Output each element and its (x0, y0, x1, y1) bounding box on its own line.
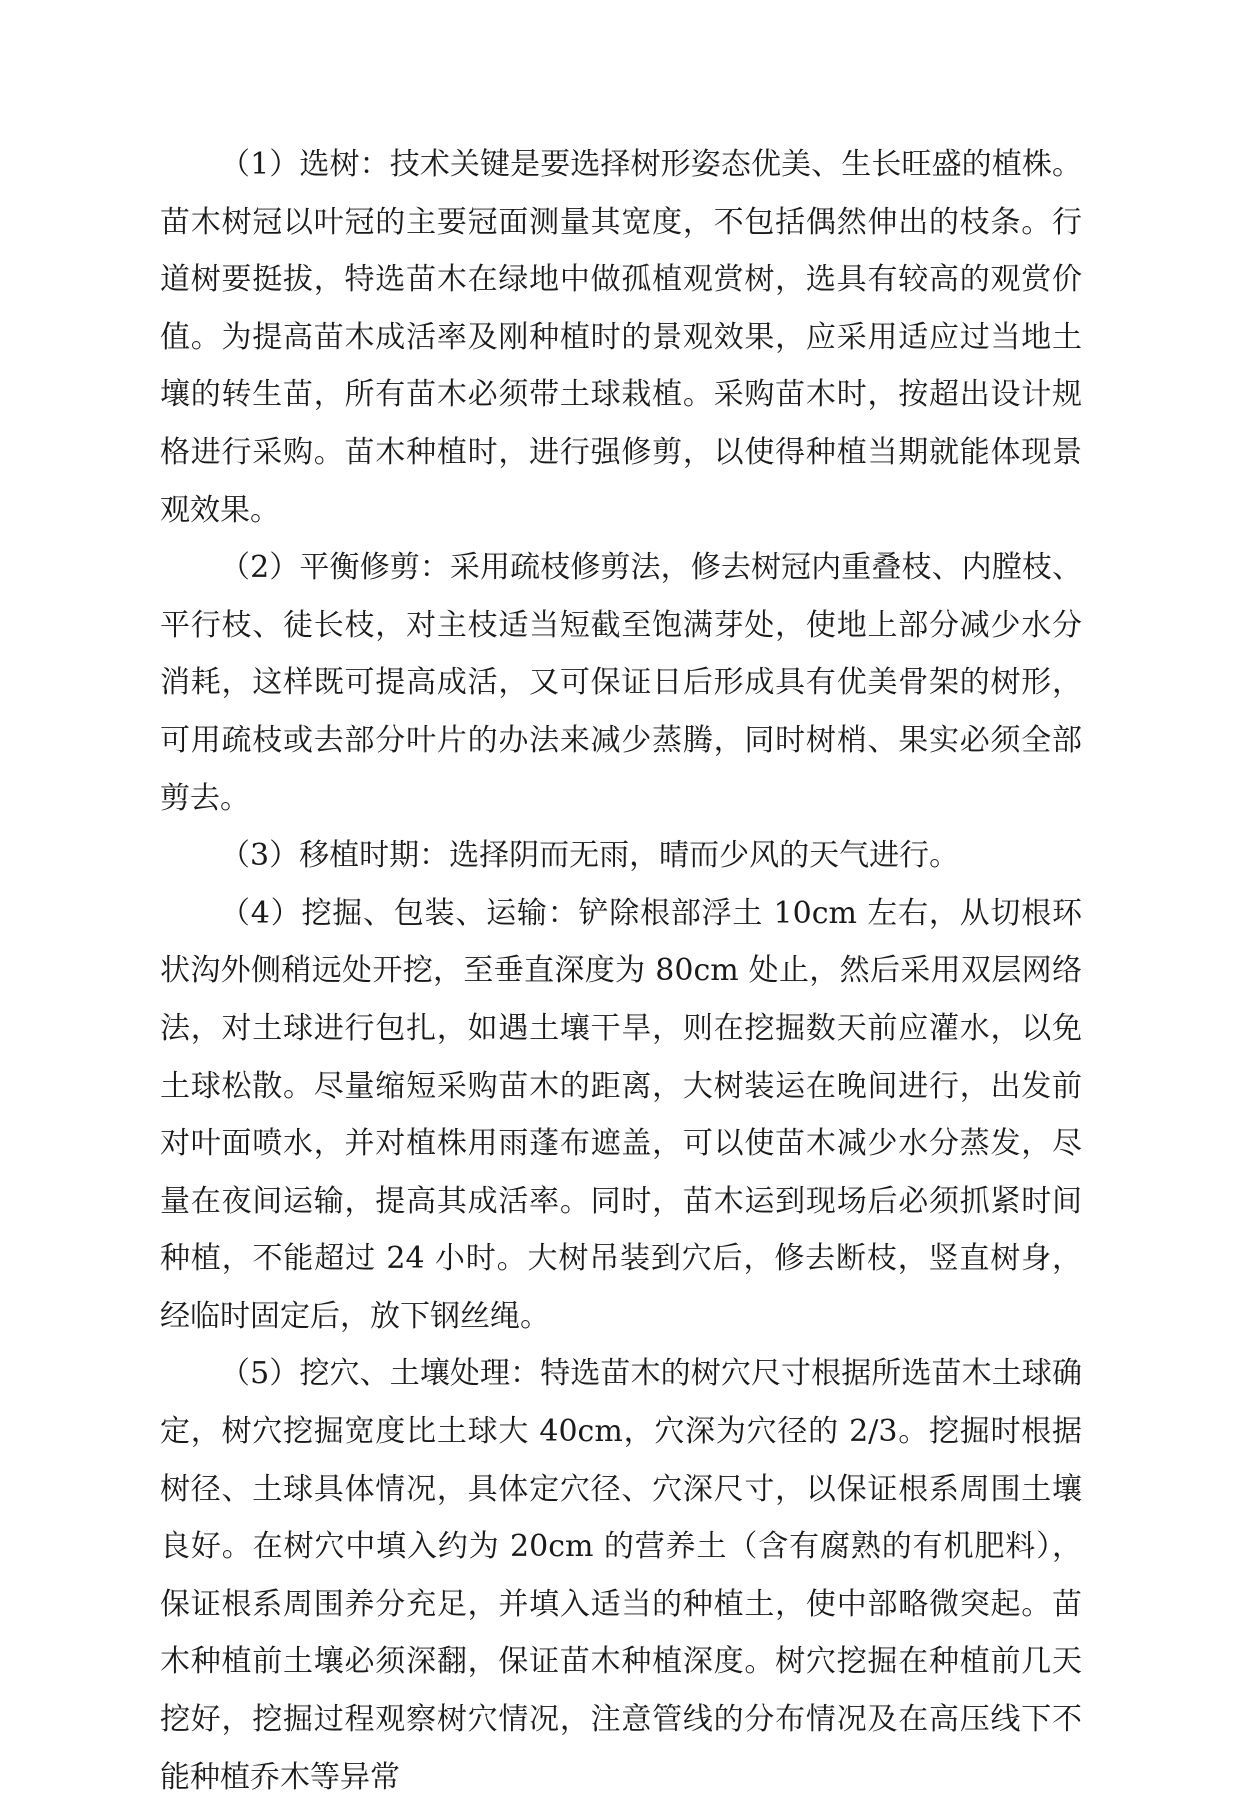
paragraph-pit-soil-treatment: （5）挖穴、土壤处理：特选苗木的树穴尺寸根据所选苗木土球确定，树穴挖掘宽度比土球大 40cm，穴深为穴径的 2/3。挖掘时根据树径、土球具体情况，具体定穴径、穴深尺寸，以保证根系周围土壤良好。在树穴中填入约为 20cm 的营养土（含有腐熟的有机肥料），保证根系周围养分充足，并填入适当的种植土，使中部略微突起。苗木种植前土壤必须深翻，保证苗木种植深度。树穴挖掘在种植前几天挖好，挖掘过程观察树穴情况，注意管线的分布情况及在高压线下不能种植乔木等异常 (160, 1356, 1082, 1795)
document-body (160, 136, 1082, 1806)
paragraph-balanced-pruning: （2）平衡修剪：采用疏枝修剪法，修去树冠内重叠枝、内膛枝、平行枝、徒长枝，对主枝适当短截至饱满芽处，使地上部分减少水分消耗，这样既可提高成活，又可保证日后形成具有优美骨架的树形，可用疏枝或去部分叶片的办法来减少蒸腾，同时树梢、果实必须全部剪去。 (160, 550, 1082, 816)
paragraph-tree-selection: （1）选树：技术关键是要选择树形姿态优美、生长旺盛的植株。苗木树冠以叶冠的主要冠面测量其宽度，不包括偶然伸出的枝条。行道树要挺拔，特选苗木在绿地中做孤植观赏树，选具有较高的观赏价值。为提高苗木成活率及刚种植时的景观效果，应采用适应过当地土壤的转生苗，所有苗木必须带土球栽植。采购苗木时，按超出设计规格进行采购。苗木种植时，进行强修剪，以使得种植当期就能体现景观效果。 (160, 147, 1082, 528)
paragraph-digging-packing-transport: （4）挖掘、包装、运输：铲除根部浮土 10cm 左右，从切根环状沟外侧稍远处开挖，至垂直深度为 80cm 处止，然后采用双层网络法，对土球进行包扎，如遇土壤干旱，则在挖掘数天前应灌水，以免土球松散。尽量缩短采购苗木的距离，大树装运在晚间进行，出发前对叶面喷水，并对植株用雨蓬布遮盖，可以使苗木减少水分蒸发，尽量在夜间运输，提高其成活率。同时，苗木运到现场后必须抓紧时间种植，不能超过 24 小时。大树吊装到穴后，修去断枝，竖直树身，经临时固定后，放下钢丝绳。 (160, 895, 1082, 1334)
paragraph-transplant-timing: （3）移植时期：选择阴而无雨，晴而少风的天气进行。 (220, 838, 960, 874)
